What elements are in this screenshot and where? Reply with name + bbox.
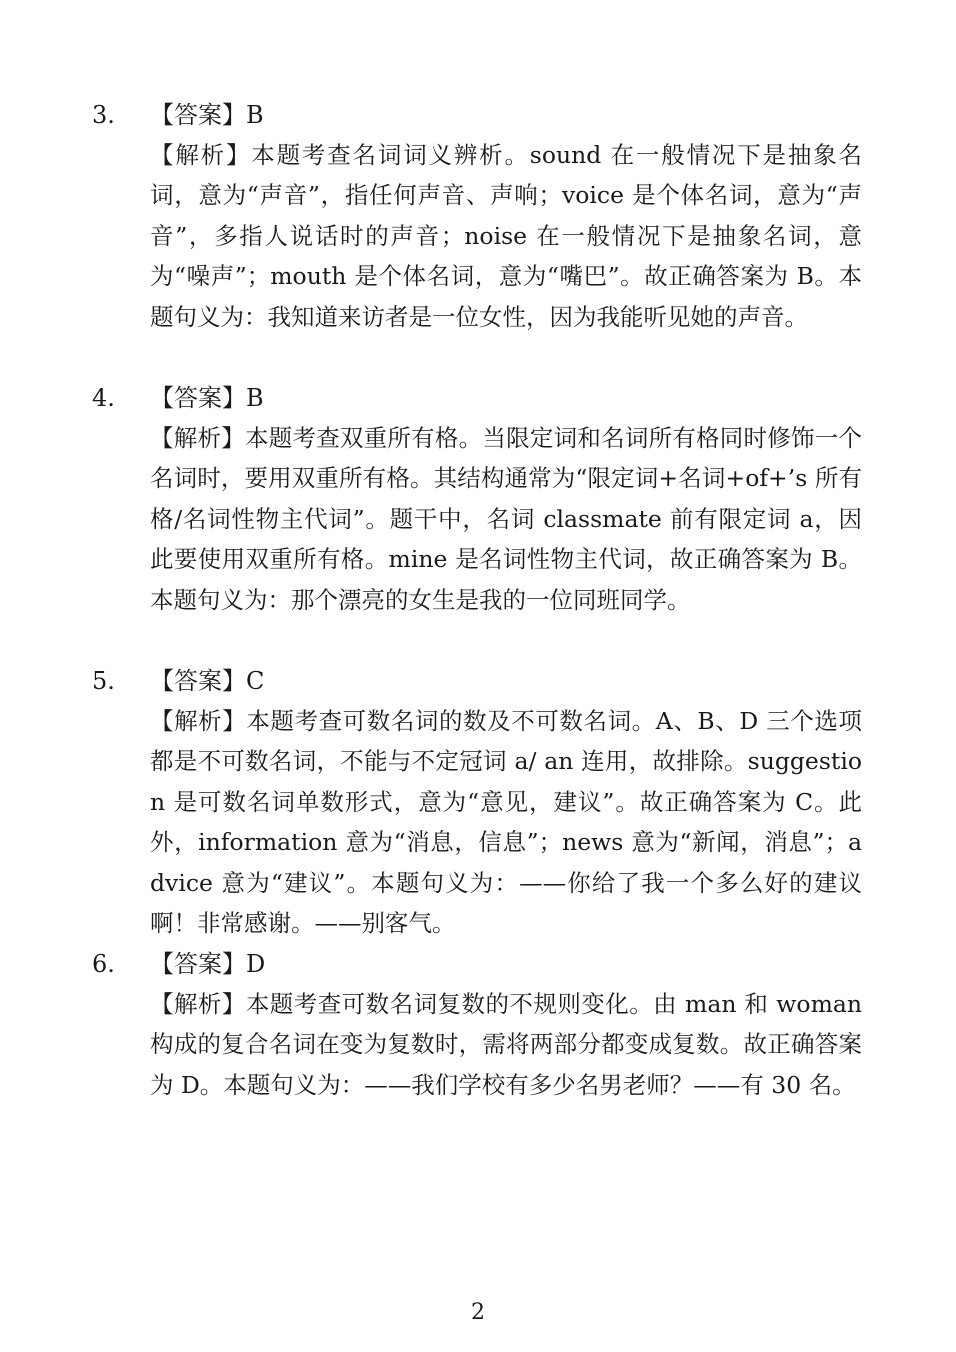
- answer-item-5: [92, 661, 872, 943]
- answer-header: [92, 944, 872, 984]
- question-number: 3.: [92, 101, 115, 129]
- answer-item-4: [92, 378, 872, 620]
- question-number: 6.: [92, 950, 115, 978]
- explanation-text: 【解析】本题考查可数名词的数及不可数名词。A、B、D 三个选项都是不可数名词，不能与不定冠词 a/ an 连用，故排除。suggestion 是可数名词单数形式，意为“意见，建议”。故正确答案为 C。此外，information 意为“消息，信息”；news 意为“新闻，消息”；advice 意为“建议”。本题句义为：——你给了我一个多么好的建议啊！非常感谢。——别客气。: [150, 707, 862, 938]
- answer-header: [92, 378, 872, 418]
- answer-key: 【答案】B: [150, 384, 264, 412]
- question-number: 5.: [92, 667, 115, 695]
- explanation-text: 【解析】本题考查名词词义辨析。sound 在一般情况下是抽象名词，意为“声音”，指任何声音、声响；voice 是个体名词，意为“声音”，多指人说话时的声音；noise 在一般情况下是抽象名词，意为“噪声”；mouth 是个体名词，意为“嘴巴”。故正确答案为 B。本题句义为：我知道来访者是一位女性，因为我能听见她的声音。: [150, 141, 862, 331]
- answer-key: 【答案】C: [150, 667, 265, 695]
- answer-header: [92, 95, 872, 135]
- answer-item-3: [92, 95, 872, 337]
- answer-item-6: [92, 944, 872, 1105]
- question-number: 4.: [92, 384, 115, 412]
- answer-key: 【答案】B: [150, 101, 264, 129]
- explanation-text: 【解析】本题考查双重所有格。当限定词和名词所有格同时修饰一个名词时，要用双重所有格。其结构通常为“限定词+名词+of+’s 所有格/名词性物主代词”。题干中，名词 classmate 前有限定词 a，因此要使用双重所有格。mine 是名词性物主代词，故正确答案为 B。本题句义为：那个漂亮的女生是我的一位同班同学。: [150, 424, 862, 614]
- explanation-text: 【解析】本题考查可数名词复数的不规则变化。由 man 和 woman 构成的复合名词在变为复数时，需将两部分都变成复数。故正确答案为 D。本题句义为：——我们学校有多少名男老师？——有 30 名。: [150, 990, 862, 1099]
- page-number: 2: [471, 1300, 485, 1325]
- answer-header: [92, 661, 872, 701]
- answer-key: 【答案】D: [150, 950, 266, 978]
